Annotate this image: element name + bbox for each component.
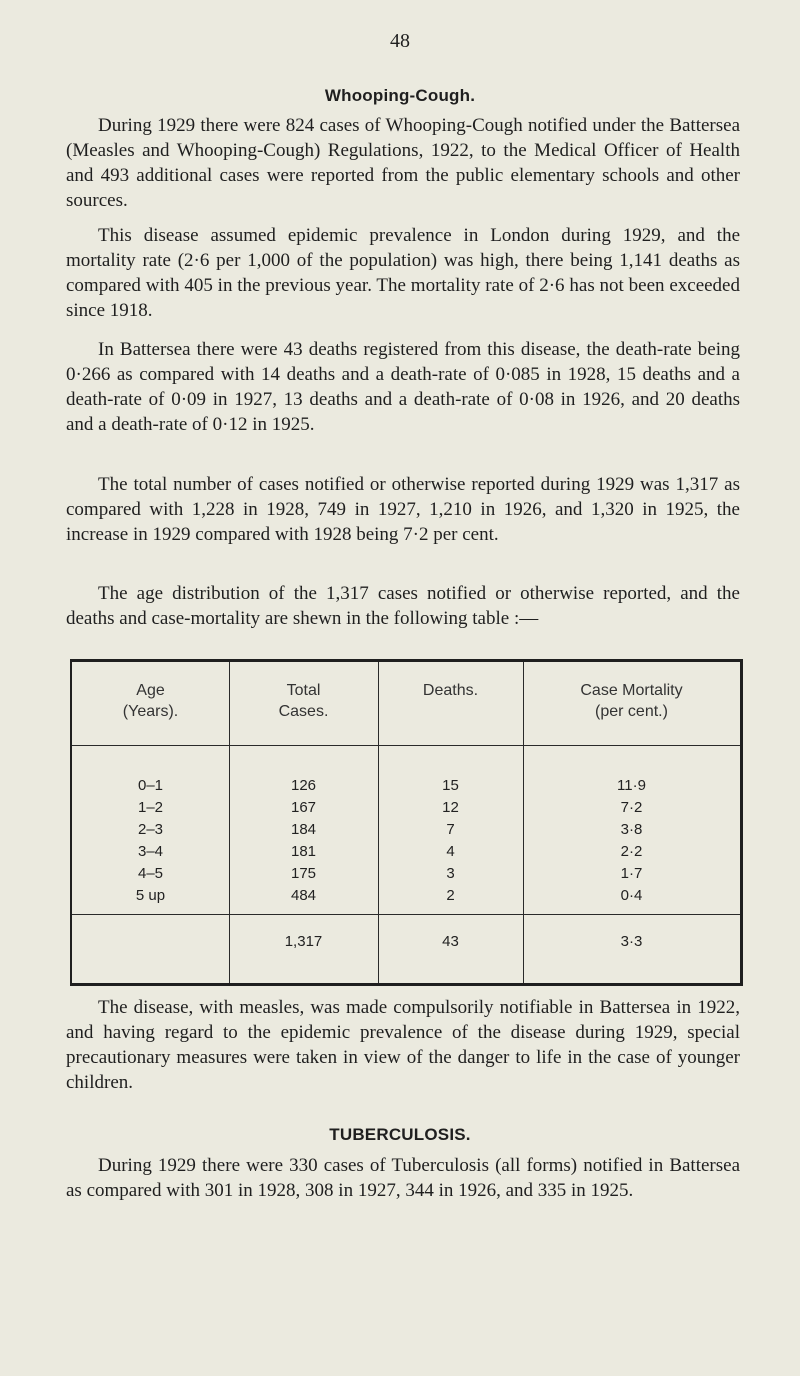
totals-rule [72,914,740,915]
paragraph-4: The total number of cases notified or otherwise reported during 1929 was 1,317 as compared with 1,228 in 1928, 749 in 1927, 1,210 in 1926, and 1,320 in 1925, the increase in 1929 compared with 1928 being 7·2 per cent. [66,474,740,545]
page-number: 48 [390,30,410,52]
whooping-cough-heading: Whooping-Cough. [324,86,476,105]
paragraph-1: During 1929 there were 824 cases of Whooping-Cough notified under the Battersea (Measles and Whooping-Cough) Regulations, 1922, to the Medical Officer of Health and 493 additional cases were reported from the public elementary schools and other sources. [66,115,740,211]
header-rule [72,745,740,746]
header-case-mortality: Case Mortality (per cent.) [580,682,683,720]
tuberculosis-heading: TUBERCULOSIS. [329,1125,471,1144]
case-table: Age (Years). Total Cases. Deaths. Case Mortality (per cent.) 0–1 126 15 11·9 1–2 167 12 7·2 2–3 184 7 3·8 3–4 181 4 2·2 4–5 175 3 1·7 5 up 484 2 0·4 1,317 43 3·3 [70,659,743,986]
paragraph-3: In Battersea there were 43 deaths registered from this disease, the death-rate being 0·266 as compared with 14 deaths and a death-rate of 0·085 in 1928, 15 deaths and a death-rate of 0·09 in 1927, 13 deaths and a death-rate of 0·08 in 1926, and 20 deaths and a death-rate of 0·12 in 1925. [66,339,740,435]
tuberculosis-paragraph: During 1929 there were 330 cases of Tuberculosis (all forms) notified in Battersea as compared with 301 in 1928, 308 in 1927, 344 in 1926, and 335 in 1925. [66,1155,740,1201]
header-total-cases: Total Cases. [278,682,329,720]
header-age: Age (Years). [122,682,179,720]
header-deaths: Deaths. [422,682,479,699]
paragraph-2: This disease assumed epidemic prevalence in London during 1929, and the mortality rate (2·6 per 1,000 of the population) was high, there being 1,141 deaths as compared with 405 in the previous year. The mortality rate of 2·6 has not been exceeded since 1918. [66,225,740,321]
closing-paragraph: The disease, with measles, was made compulsorily notifiable in Battersea in 1922, and having regard to the epidemic prevalence of the disease during 1929, special precautionary measures were taken in view of the danger to life in the case of younger children. [66,997,740,1093]
paragraph-5: The age distribution of the 1,317 cases notified or otherwise reported, and the deaths and case-mortality are shewn in the following table :— [66,583,740,629]
